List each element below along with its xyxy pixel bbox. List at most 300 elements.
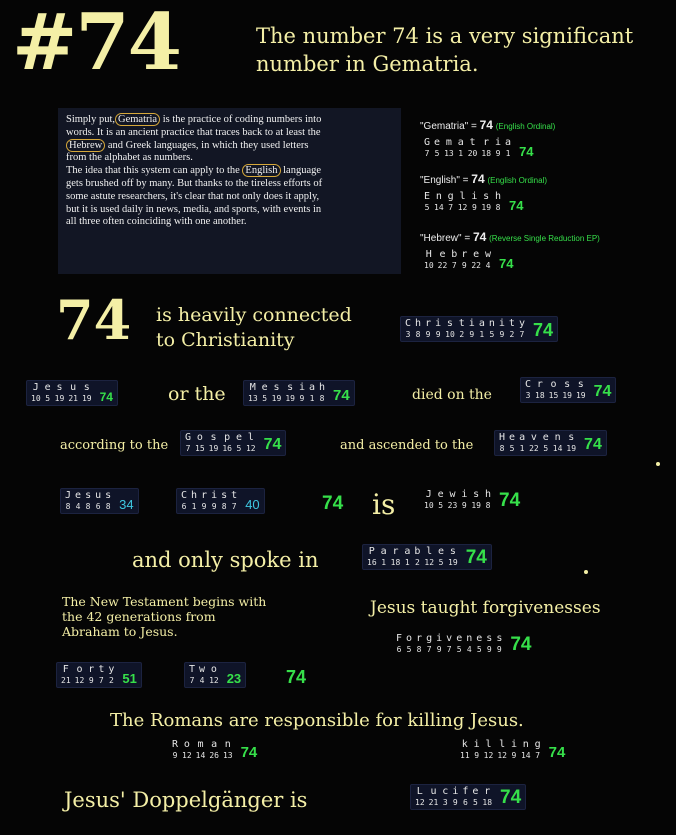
- letter: r: [392, 546, 399, 557]
- letter: F: [62, 664, 69, 675]
- letter-number: 5: [45, 394, 51, 403]
- letter-value-pair: [285, 383, 295, 403]
- example-gematria: [420, 118, 555, 132]
- letter-number: 12: [424, 558, 435, 567]
- letter-value-pair: [396, 634, 402, 654]
- letter-number: 9: [469, 330, 475, 339]
- letter: a: [478, 318, 485, 329]
- letter: i: [471, 191, 478, 202]
- letter: i: [211, 490, 218, 501]
- letter-number: 14: [520, 751, 531, 760]
- letter: t: [469, 137, 476, 148]
- letter-value-pair: [222, 433, 232, 453]
- letter: f: [462, 786, 469, 797]
- letter-number: 22: [471, 261, 481, 270]
- word-box-two: [184, 662, 246, 688]
- letter-number: 1: [479, 330, 485, 339]
- letter-number: 5: [406, 645, 412, 654]
- letter-value-pair: [209, 665, 219, 685]
- letter-value-pair: [566, 433, 576, 453]
- is-text: is: [372, 488, 396, 521]
- letter-number: 21: [428, 798, 439, 807]
- letter: r: [461, 249, 468, 260]
- letter-number: 6: [396, 645, 402, 654]
- letter: w: [199, 664, 206, 675]
- letter-value-pair: [75, 665, 85, 685]
- word-total: 74: [509, 198, 524, 213]
- letter: t: [98, 664, 105, 675]
- letter-number: 1: [519, 444, 525, 453]
- letter-value-pair: [469, 319, 475, 339]
- letter-value-pair: [466, 634, 472, 654]
- ascended-text: and ascended to the: [340, 438, 474, 453]
- letter: L: [416, 786, 423, 797]
- romans-text: The Romans are responsible for killing Jesus.: [110, 710, 524, 731]
- letter-number: 7: [448, 203, 454, 212]
- letter-value-pair: [426, 634, 432, 654]
- letter-number: 14: [552, 444, 563, 453]
- letter: v: [446, 633, 453, 644]
- word-box-english: [420, 190, 528, 214]
- letter: s: [56, 382, 63, 393]
- letter-value-pair: [438, 250, 448, 270]
- letter-number: 6: [95, 502, 101, 511]
- letter-number: 1: [458, 149, 464, 158]
- letter-value-pair: [505, 138, 511, 158]
- letter-number: 8: [85, 502, 91, 511]
- letter-number: 13: [248, 394, 258, 403]
- letter-number: 26: [209, 751, 219, 760]
- letter: a: [505, 137, 512, 148]
- letter-value-pair: [248, 383, 258, 403]
- intro-text: some astute researchers, it's clear that not only does it apply,: [66, 190, 320, 202]
- letter: n: [224, 739, 231, 750]
- letter-value-pair: [562, 380, 572, 400]
- letter-value-pair: [75, 491, 81, 511]
- letter: a: [380, 546, 387, 557]
- example-english: [420, 172, 547, 186]
- letter-value-pair: [499, 319, 505, 339]
- word-box-roman: [168, 738, 261, 762]
- letter: o: [76, 664, 83, 675]
- letter-number: 22: [437, 261, 448, 270]
- letter-value-pair: [262, 383, 268, 403]
- letter: g: [426, 633, 433, 644]
- letter-number: 18: [535, 391, 545, 400]
- letter-value-pair: [462, 787, 468, 807]
- forgiveness-title: Jesus taught forgivenesses: [370, 598, 601, 618]
- letter-number: 21: [61, 676, 71, 685]
- word-total: 23: [226, 671, 242, 686]
- letter-value-pair: [459, 319, 465, 339]
- intro-text: from the alphabet as numbers.: [66, 152, 193, 164]
- letter: l: [499, 739, 506, 750]
- letter-value-pair: [438, 490, 444, 510]
- letter-number: 2: [509, 330, 515, 339]
- letter-value-pair: [535, 740, 541, 760]
- letter-number: 19: [208, 444, 219, 453]
- letter-value-pair: [448, 192, 454, 212]
- letter: a: [308, 382, 316, 393]
- letter: e: [473, 249, 480, 260]
- letter: t: [508, 318, 515, 329]
- letter-number: 7: [231, 502, 237, 511]
- letter-number: 19: [81, 394, 92, 403]
- letter-number: 9: [495, 149, 501, 158]
- letter: e: [437, 489, 444, 500]
- letter-number: 12: [74, 676, 85, 685]
- letter: e: [476, 633, 483, 644]
- letter: r: [88, 664, 95, 675]
- letter-value-pair: [484, 740, 494, 760]
- letter-number: 18: [482, 798, 493, 807]
- letter: b: [414, 546, 421, 557]
- or-the-text: or the: [168, 383, 226, 405]
- letter-value-pair: [442, 787, 448, 807]
- letter-number: 13: [222, 751, 233, 760]
- word-total: 74: [548, 744, 566, 761]
- example-value: 74: [472, 230, 487, 244]
- letter-number: 7: [446, 645, 452, 654]
- letter: i: [468, 318, 475, 329]
- letter-number: 10: [424, 501, 434, 510]
- word-box-heavens: [494, 430, 607, 456]
- letter-value-pair: [85, 491, 91, 511]
- letter-number: 4: [75, 502, 81, 511]
- letter: s: [273, 382, 280, 393]
- letter-number: 8: [319, 394, 325, 403]
- letter-value-pair: [211, 491, 217, 511]
- letter-number: 9: [496, 645, 502, 654]
- letter-value-pair: [429, 787, 439, 807]
- letter-number: 9: [461, 261, 467, 270]
- letter: e: [261, 382, 268, 393]
- circled-word-hebrew: Hebrew: [66, 139, 105, 152]
- letter-number: 4: [199, 676, 205, 685]
- letter-value-pair: [434, 192, 444, 212]
- headline-line-1: The number 74 is a very significant: [256, 24, 634, 48]
- headline: [256, 22, 671, 78]
- letter-value-pair: [448, 490, 458, 510]
- letter-value-pair: [495, 138, 501, 158]
- letter-number: 9: [461, 501, 467, 510]
- letter-number: 5: [509, 444, 515, 453]
- letter-value-pair: [456, 634, 462, 654]
- letter-number: 12: [245, 444, 256, 453]
- word-total: 74: [99, 390, 113, 404]
- word-total: 74: [593, 383, 612, 400]
- letter-number: 8: [221, 502, 227, 511]
- letter: i: [498, 318, 505, 329]
- letter-number: 12: [497, 751, 507, 760]
- word-box-jewish: [420, 488, 524, 512]
- letter-value-pair: [31, 383, 41, 403]
- word-box-christ-reduction: [176, 488, 265, 514]
- word-box-forgiveness: [392, 632, 535, 656]
- letter: m: [445, 137, 452, 148]
- intro-text: Simply put,: [66, 114, 116, 125]
- letter: p: [224, 432, 231, 443]
- letter: u: [70, 382, 77, 393]
- letter-value-pair: [68, 383, 78, 403]
- letter: h: [319, 382, 326, 393]
- word-total: 74: [499, 256, 514, 271]
- circled-word-english: English: [242, 164, 280, 177]
- letter-number: 9: [452, 798, 458, 807]
- letter-value-pair: [495, 192, 501, 212]
- letter: T: [189, 664, 196, 675]
- letter-number: 14: [434, 203, 444, 212]
- letter-number: 10: [31, 394, 41, 403]
- letter-value-pair: [199, 665, 205, 685]
- letter-value-pair: [309, 383, 315, 403]
- letter-number: 18: [481, 149, 492, 158]
- letter: h: [415, 318, 422, 329]
- letter-value-pair: [45, 383, 51, 403]
- letter-value-pair: [549, 380, 559, 400]
- letter-value-pair: [481, 138, 491, 158]
- letter-number: 10: [445, 330, 455, 339]
- letter-value-pair: [88, 665, 94, 685]
- letter-value-pair: [485, 490, 491, 510]
- letter: s: [105, 490, 112, 501]
- letter: u: [95, 490, 102, 501]
- nt-line-3: Abraham to Jesus.: [62, 624, 178, 639]
- letter-value-pair: [246, 433, 256, 453]
- letter-number: 5: [543, 444, 549, 453]
- nt-line-1: The New Testament begins with: [62, 594, 267, 609]
- letter: i: [452, 786, 459, 797]
- letter-number: 12: [483, 751, 494, 760]
- example-hebrew: [420, 230, 600, 244]
- letter: C: [525, 379, 532, 390]
- letter: i: [473, 739, 480, 750]
- letter-number: 19: [562, 391, 572, 400]
- letter: s: [577, 379, 584, 390]
- letter-value-pair: [201, 491, 207, 511]
- letter-number: 19: [481, 203, 492, 212]
- letter-number: 14: [195, 751, 206, 760]
- letter-number: 12: [457, 203, 468, 212]
- letter-number: 12: [415, 798, 425, 807]
- letter-value-pair: [405, 319, 411, 339]
- letter-number: 7: [98, 676, 104, 685]
- letter: g: [447, 191, 454, 202]
- letter-number: 5: [438, 558, 444, 567]
- letter-number: 13: [444, 149, 454, 158]
- letter-number: 1: [381, 558, 387, 567]
- letter: l: [485, 739, 492, 750]
- letter: i: [298, 382, 305, 393]
- letter: s: [486, 633, 493, 644]
- letter: r: [484, 786, 491, 797]
- died-on-the-text: died on the: [412, 387, 492, 403]
- letter: t: [458, 318, 465, 329]
- letter-number: 5: [236, 444, 242, 453]
- letter-value-pair: [105, 491, 111, 511]
- word-box-gospel: [180, 430, 286, 456]
- letter-number: 7: [189, 676, 195, 685]
- letter-number: 5: [262, 394, 268, 403]
- letter: s: [564, 379, 571, 390]
- letter-value-pair: [319, 383, 325, 403]
- letter-value-pair: [424, 138, 430, 158]
- example-value: 74: [479, 118, 493, 132]
- letter: c: [442, 786, 449, 797]
- letter-number: 20: [467, 149, 478, 158]
- letter: i: [510, 739, 517, 750]
- word-total: 74: [465, 547, 487, 568]
- letter-value-pair: [209, 433, 219, 453]
- letter-value-pair: [61, 665, 71, 685]
- letter: h: [191, 490, 198, 501]
- letter-number: 5: [434, 149, 440, 158]
- letter: w: [484, 249, 492, 260]
- letter-value-pair: [509, 433, 515, 453]
- letter: C: [181, 490, 188, 501]
- example-cipher: (English Ordinal): [487, 176, 548, 185]
- letter: r: [416, 633, 423, 644]
- letter: H: [499, 432, 506, 443]
- letter: C: [405, 318, 412, 329]
- letter-number: 11: [460, 751, 470, 760]
- letter-value-pair: [195, 433, 205, 453]
- letter-value-pair: [236, 433, 242, 453]
- intro-text: is the practice of coding numbers into: [160, 114, 322, 125]
- letter: P: [368, 546, 375, 557]
- letter-value-pair: [543, 433, 549, 453]
- letter-value-pair: [209, 740, 219, 760]
- letter: e: [472, 786, 479, 797]
- letter-number: 3: [405, 330, 411, 339]
- word-box-christianity: [400, 316, 558, 342]
- letter-number: 9: [211, 502, 217, 511]
- letter-value-pair: [223, 740, 233, 760]
- letter-number: 9: [486, 645, 492, 654]
- letter: m: [197, 739, 204, 750]
- word-box-lucifer: [410, 784, 526, 810]
- example-label: "Gematria" =: [420, 121, 480, 132]
- heavily-line-1: is heavily connected: [156, 304, 352, 326]
- big-number-title: #74: [12, 0, 180, 88]
- letter-number: 19: [54, 394, 65, 403]
- letter-number: 12: [182, 751, 192, 760]
- letter-value-pair: [446, 634, 452, 654]
- letter: R: [172, 739, 179, 750]
- letter: r: [201, 490, 208, 501]
- letter-value-pair: [191, 491, 197, 511]
- letter-value-pair: [172, 740, 178, 760]
- letter-value-pair: [444, 138, 454, 158]
- letter-number: 5: [438, 501, 444, 510]
- word-total: 74: [499, 490, 521, 511]
- letter-value-pair: [479, 319, 485, 339]
- letter: t: [231, 490, 238, 501]
- letter-value-pair: [485, 250, 491, 270]
- letter-number: 19: [471, 501, 481, 510]
- word-total: 74: [532, 320, 554, 340]
- letter: i: [495, 137, 502, 148]
- word-total: 74: [584, 436, 602, 453]
- letter: s: [446, 318, 453, 329]
- word-total: 74: [519, 144, 534, 159]
- letter-value-pair: [481, 192, 491, 212]
- letter-value-pair: [416, 634, 422, 654]
- intro-text: gets brushed off by many. But thanks to the tireless efforts of: [66, 177, 323, 189]
- letter: o: [550, 379, 557, 390]
- letter-number: 9: [299, 394, 305, 403]
- letter: s: [85, 490, 92, 501]
- letter-number: 16: [367, 558, 377, 567]
- word-box-gematria: [420, 136, 538, 160]
- letter: e: [456, 633, 463, 644]
- letter: h: [495, 191, 502, 202]
- letter: s: [210, 432, 217, 443]
- letter-value-pair: [460, 740, 470, 760]
- letter-number: 10: [424, 261, 434, 270]
- letter-number: 9: [435, 330, 441, 339]
- letter-number: 22: [529, 444, 539, 453]
- letter-number: 23: [447, 501, 458, 510]
- letter-value-pair: [445, 319, 455, 339]
- letter-number: 7: [426, 645, 432, 654]
- letter-value-pair: [231, 491, 237, 511]
- letter: y: [108, 664, 115, 675]
- letter: e: [434, 137, 441, 148]
- circled-word-gematria: Gematria: [115, 113, 160, 126]
- letter-number: 19: [566, 444, 577, 453]
- letter-value-pair: [519, 433, 525, 453]
- letter-number: 8: [499, 444, 505, 453]
- example-value: 74: [471, 172, 485, 186]
- letter-number: 2: [414, 558, 420, 567]
- letter-value-pair: [415, 787, 425, 807]
- intro-text: The idea that this system can apply to the: [66, 165, 243, 177]
- letter: J: [32, 382, 39, 393]
- letter: v: [530, 432, 537, 443]
- new-testament-text: [62, 594, 266, 639]
- letter: i: [435, 318, 442, 329]
- letter-value-pair: [576, 380, 586, 400]
- letter-value-pair: [486, 634, 492, 654]
- only-spoke-text: and only spoke in: [132, 548, 319, 572]
- letter-number: 7: [535, 751, 541, 760]
- heavily-line-2: to Christianity: [156, 329, 295, 351]
- intro-text: and Greek languages, in which they used letters: [105, 139, 309, 151]
- letter-value-pair: [435, 319, 441, 339]
- letter-value-pair: [414, 547, 420, 567]
- letter-value-pair: [535, 380, 545, 400]
- letter: l: [247, 432, 254, 443]
- letter-number: 6: [181, 502, 187, 511]
- example-cipher: (English Ordinal): [495, 122, 556, 131]
- letter-number: 8: [415, 330, 421, 339]
- according-text: according to the: [60, 438, 169, 453]
- letter: J: [65, 490, 72, 501]
- letter: M: [249, 382, 256, 393]
- letter-number: 15: [548, 391, 559, 400]
- letter-number: 19: [575, 391, 586, 400]
- letter-value-pair: [511, 740, 517, 760]
- letter-number: 8: [65, 502, 71, 511]
- heavily-connected: [156, 303, 352, 353]
- letter: u: [430, 786, 437, 797]
- intro-text: words. It is an ancient practice that traces back to at least the: [66, 126, 321, 138]
- letter: e: [438, 546, 445, 557]
- letter-number: 5: [456, 645, 462, 654]
- letter-number: 21: [68, 394, 78, 403]
- letter-value-pair: [448, 547, 458, 567]
